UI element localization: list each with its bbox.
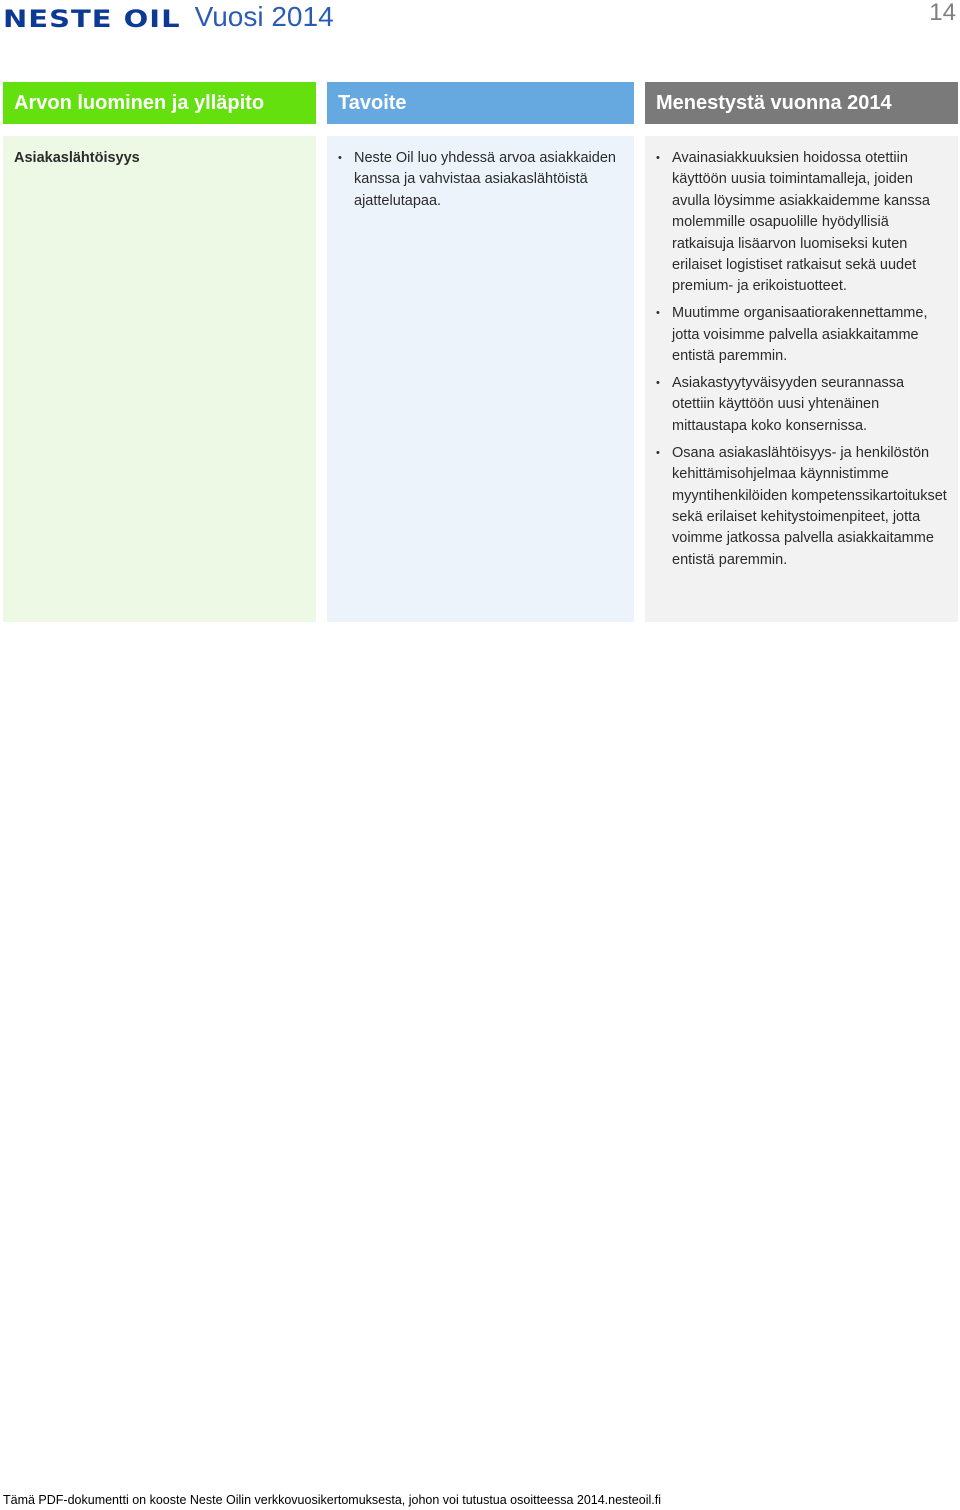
achievement-item: • Asiakastyytyväisyyden seurannassa otettiin käyttöön uusi yhtenäinen mittaustapa koko konsernissa. bbox=[656, 373, 948, 437]
column-body-success-2014 bbox=[645, 136, 958, 622]
goal-item: • Neste Oil luo yhdessä arvoa asiakkaiden kanssa ja vahvistaa asiakaslähtöistä ajattelutapaa. bbox=[338, 148, 624, 212]
page-number: 14 bbox=[929, 0, 956, 26]
year-label: Vuosi 2014 bbox=[194, 1, 334, 32]
column-body-goal bbox=[327, 136, 634, 622]
column-body-value-creation bbox=[3, 136, 316, 622]
achievement-item: • Muutimme organisaatiorakennettamme, jotta voisimme palvella asiakkaitamme entistä paremmin. bbox=[656, 303, 948, 367]
goal-list bbox=[338, 148, 624, 212]
footer-note: Tämä PDF-dokumentti on kooste Neste Oilin verkkovuosikertomuksesta, johon voi tutustua osoitteessa 2014.nesteoil.fi bbox=[3, 1493, 661, 1507]
column-header-success-2014: Menestystä vuonna 2014 bbox=[645, 82, 958, 124]
achievement-item: • Avainasiakkuuksien hoidossa otettiin käyttöön uusia toimintamalleja, joiden avulla löysimme asiakkaidemme kanssa molemmille osapuolille hyödyllisiä ratkaisuja lisäarvon luomiseksi kuten erilaiset logistiset ratkaisut sekä uudet premium- ja erikoistuotteet. bbox=[656, 148, 948, 298]
column-header-value-creation: Arvon luominen ja ylläpito bbox=[3, 82, 316, 124]
column-header-goal: Tavoite bbox=[327, 82, 634, 124]
achievement-item: • Osana asiakaslähtöisyys- ja henkilöstön kehittämisohjelmaa käynnistimme myyntihenkilöiden kompetenssikartoitukset sekä erilaiset kehitystoimenpiteet, jotta voimme jatkossa palvella asiakkaitamme entistä paremmin. bbox=[656, 443, 948, 571]
header-logo bbox=[3, 0, 334, 33]
achievement-list bbox=[656, 148, 948, 571]
neste-oil-logo: NESTE OIL bbox=[3, 4, 181, 33]
row-label: Asiakaslähtöisyys bbox=[14, 150, 140, 166]
